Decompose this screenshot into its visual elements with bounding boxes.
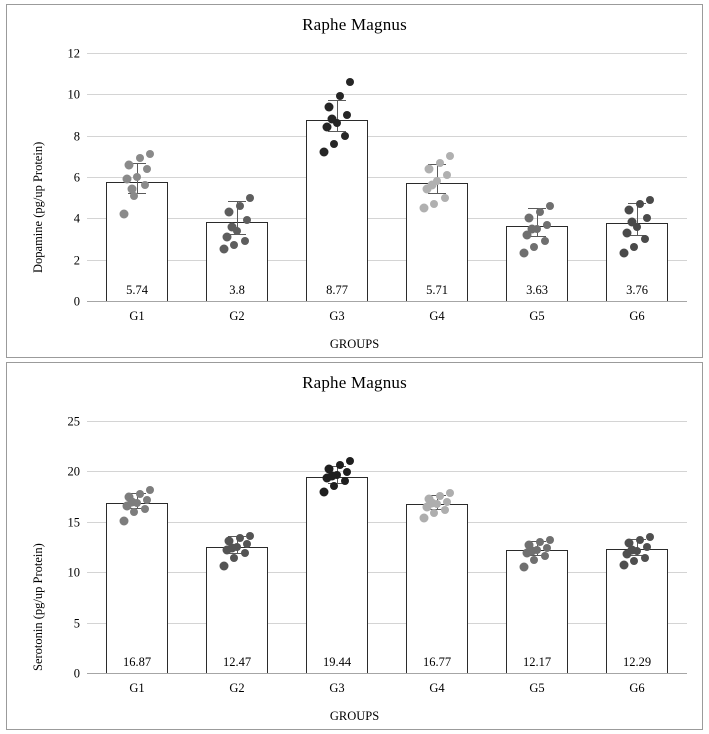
y-axis-label-serotonin: Serotonin (pg/up Protein) [31, 543, 45, 671]
x-axis-label-serotonin: GROUPS [329, 709, 380, 723]
data-point [520, 249, 529, 258]
gridline [73, 129, 687, 144]
data-point [436, 492, 444, 500]
bar-value-label: 16.87 [122, 655, 152, 669]
y-axis-tick-label: 12 [67, 46, 80, 61]
bar-g2 [206, 547, 268, 673]
gridline [67, 515, 687, 530]
data-point [443, 498, 451, 506]
gridline [67, 464, 687, 479]
data-point [641, 554, 649, 562]
data-point [546, 536, 554, 544]
data-point [236, 202, 244, 210]
plot-area-dopamine [67, 46, 687, 323]
gridline [73, 616, 687, 631]
gridline [67, 46, 687, 61]
data-point [646, 533, 654, 541]
x-axis-tick-g1: G1 [129, 681, 145, 695]
x-axis-tick-g5: G5 [529, 681, 545, 695]
plot-area-serotonin [67, 414, 687, 695]
bar-value-label: 3.8 [229, 283, 245, 297]
x-axis-tick-g2: G2 [229, 681, 245, 695]
data-point [527, 547, 536, 556]
data-point [225, 208, 234, 217]
data-point [122, 175, 131, 184]
data-point [330, 482, 338, 490]
data-point [322, 123, 331, 132]
data-point [430, 509, 438, 517]
data-point [325, 102, 334, 111]
data-point [120, 516, 129, 525]
data-point [536, 538, 544, 546]
y-axis-tick-label: 0 [73, 666, 80, 681]
y-axis-tick-label: 25 [67, 414, 80, 429]
data-point [343, 111, 351, 119]
data-point [241, 549, 249, 557]
data-point [127, 185, 136, 194]
gridline [67, 414, 687, 429]
data-point [427, 498, 436, 507]
x-axis-tick-g3: G3 [329, 681, 345, 695]
y-axis-tick-label: 10 [67, 87, 80, 102]
x-axis-tick-g4: G4 [429, 681, 445, 695]
bar-value-label: 5.71 [426, 283, 448, 297]
data-point [627, 546, 636, 555]
bar-g5 [506, 226, 568, 301]
data-point [446, 489, 454, 497]
bar-g1 [106, 503, 168, 673]
x-axis-tick-g4: G4 [429, 309, 445, 323]
gridline [67, 565, 687, 580]
data-point [425, 164, 434, 173]
data-point [220, 245, 229, 254]
data-point [246, 532, 254, 540]
chart-title-serotonin: Raphe Magnus [302, 373, 407, 392]
data-point [420, 513, 429, 522]
data-point [136, 490, 144, 498]
data-point [625, 206, 634, 215]
data-point [127, 497, 136, 506]
data-point [146, 486, 154, 494]
data-point [430, 200, 438, 208]
bar-g1 [106, 182, 168, 301]
serotonin-chart-panel [6, 362, 703, 730]
data-point [543, 544, 551, 552]
x-axis-tick-g5: G5 [529, 309, 545, 323]
data-point [143, 165, 151, 173]
data-point [320, 487, 329, 496]
data-point [446, 152, 454, 160]
data-point [120, 210, 129, 219]
data-point [327, 472, 336, 481]
data-point [443, 171, 451, 179]
dopamine-chart-panel [6, 4, 703, 358]
data-point [441, 506, 449, 514]
data-point [527, 224, 536, 233]
data-point [141, 181, 149, 189]
data-point [243, 216, 251, 224]
data-point [546, 202, 554, 210]
bar-value-label: 8.77 [326, 283, 348, 297]
data-point [541, 237, 549, 245]
bar-value-label: 19.44 [322, 655, 352, 669]
x-axis-tick-g3: G3 [329, 309, 345, 323]
data-point [630, 557, 638, 565]
data-point [220, 562, 229, 571]
data-point [222, 232, 231, 241]
data-point [525, 214, 534, 223]
bar-g3 [306, 477, 368, 673]
data-point [141, 505, 149, 513]
y-axis-tick-label: 2 [73, 253, 80, 268]
data-point [227, 544, 236, 553]
data-point [541, 552, 549, 560]
data-point [336, 461, 344, 469]
data-point [236, 534, 244, 542]
bar-value-label: 12.47 [222, 655, 252, 669]
data-point [646, 196, 654, 204]
data-point [330, 140, 338, 148]
bar-value-label: 5.74 [126, 283, 148, 297]
data-point [427, 181, 436, 190]
bar-value-label: 3.63 [526, 283, 548, 297]
bar-value-label: 16.77 [422, 655, 452, 669]
chart-title-dopamine: Raphe Magnus [302, 15, 407, 34]
data-point [543, 221, 551, 229]
data-point [336, 92, 344, 100]
y-axis-tick-label: 5 [73, 616, 80, 631]
y-axis-tick-label: 8 [73, 129, 80, 144]
gridline [73, 294, 687, 309]
data-point [627, 218, 636, 227]
data-point [125, 160, 134, 169]
y-axis-tick-label: 10 [67, 565, 80, 580]
gridline [73, 666, 687, 681]
data-point [143, 496, 151, 504]
data-point [341, 132, 349, 140]
x-axis-tick-g1: G1 [129, 309, 145, 323]
y-axis-tick-label: 20 [67, 464, 80, 479]
y-axis-label-dopamine: Dopamine (pg/up Protein) [31, 141, 45, 273]
gridline [73, 170, 687, 185]
data-point [346, 457, 354, 465]
data-point [133, 173, 141, 181]
data-point [327, 115, 336, 124]
y-axis-tick-label: 0 [73, 294, 80, 309]
data-point [620, 561, 629, 570]
data-point [130, 508, 138, 516]
error-bar-cap [328, 100, 346, 101]
y-axis-tick-label: 15 [67, 515, 80, 530]
data-point [620, 249, 629, 258]
data-point [520, 563, 529, 572]
data-point [643, 543, 651, 551]
data-point [341, 477, 349, 485]
data-point [641, 235, 649, 243]
data-point [630, 243, 638, 251]
data-point [530, 243, 538, 251]
bar-value-label: 3.76 [626, 283, 648, 297]
data-point [643, 214, 651, 222]
bar-value-label: 12.29 [622, 655, 652, 669]
data-point [241, 237, 249, 245]
x-axis-tick-g6: G6 [629, 681, 645, 695]
gridline [67, 87, 687, 102]
x-axis-tick-g2: G2 [229, 309, 245, 323]
data-point [320, 148, 329, 157]
bar-g6 [606, 549, 668, 673]
data-point [246, 194, 254, 202]
gridline [73, 211, 687, 226]
data-point [420, 204, 429, 213]
data-point [243, 540, 251, 548]
data-point [346, 78, 354, 86]
gridline [73, 253, 687, 268]
x-axis-tick-g6: G6 [629, 309, 645, 323]
data-point [441, 194, 449, 202]
bar-g5 [506, 550, 568, 673]
bar-value-label: 12.17 [522, 655, 552, 669]
data-point [436, 159, 444, 167]
data-point [136, 154, 144, 162]
bar-g4 [406, 504, 468, 673]
data-point [227, 222, 236, 231]
data-point [622, 228, 631, 237]
data-point [343, 468, 351, 476]
data-point [146, 150, 154, 158]
x-axis-label-dopamine: GROUPS [329, 337, 380, 351]
y-axis-tick-label: 6 [73, 170, 80, 185]
data-point [230, 554, 238, 562]
data-point [536, 208, 544, 216]
data-point [530, 556, 538, 564]
y-axis-tick-label: 4 [73, 211, 80, 226]
data-point [636, 536, 644, 544]
data-point [636, 200, 644, 208]
data-point [230, 241, 238, 249]
